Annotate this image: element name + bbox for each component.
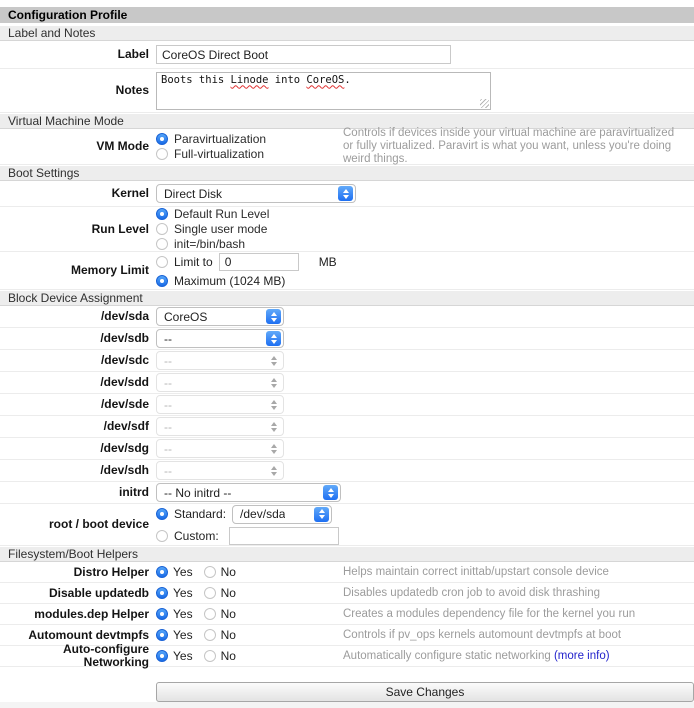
initrd-select[interactable]: -- No initrd -- <box>156 483 341 502</box>
device-sde-select: -- <box>156 395 284 414</box>
device-sdb-select[interactable]: -- <box>156 329 284 348</box>
kernel-row <box>0 181 694 207</box>
vm-mode-label: VM Mode <box>96 139 149 153</box>
custom-device-input[interactable] <box>229 527 339 545</box>
device-row-sdd <box>0 372 694 394</box>
radio-selected-icon[interactable] <box>156 650 168 662</box>
helper-help-text: Creates a modules dependency file for the kernel you run <box>343 607 636 620</box>
helper-help-text: Automatically configure static networking (more info) <box>343 649 610 662</box>
device-row-sdb <box>0 328 694 350</box>
device-label: /dev/sdb <box>100 331 149 345</box>
select-stepper-icon <box>266 419 281 434</box>
run-level-option-init-binbash[interactable]: init=/bin/bash <box>156 237 269 251</box>
run-level-option-default[interactable]: Default Run Level <box>156 207 269 221</box>
footer-strip <box>0 702 694 708</box>
more-info-link[interactable]: (more info) <box>553 649 610 662</box>
vm-mode-row <box>0 129 694 165</box>
run-level-option-single-user[interactable]: Single user mode <box>156 222 269 236</box>
radio-selected-icon[interactable] <box>156 133 168 145</box>
vm-mode-option-paravirtualization[interactable]: Paravirtualization <box>156 132 343 146</box>
device-sdd-select: -- <box>156 373 284 392</box>
helper-row-updatedb <box>0 583 694 604</box>
section-header-block-devices: Block Device Assignment <box>0 291 694 306</box>
kernel-label: Kernel <box>111 186 149 200</box>
standard-device-select[interactable]: /dev/sda <box>232 505 332 524</box>
device-sdg-select: -- <box>156 439 284 458</box>
select-stepper-icon[interactable] <box>266 331 281 346</box>
misspelled-word: Linode <box>230 73 269 86</box>
radio-unselected-icon[interactable] <box>204 608 216 620</box>
helper-label: Automount devtmpfs <box>28 627 149 642</box>
device-label: /dev/sdf <box>103 419 149 433</box>
select-stepper-icon <box>266 353 281 368</box>
device-row-sdc <box>0 350 694 372</box>
yes-label[interactable]: Yes <box>173 565 193 579</box>
radio-unselected-icon[interactable] <box>156 223 168 235</box>
radio-selected-icon[interactable] <box>156 608 168 620</box>
select-stepper-icon <box>266 441 281 456</box>
run-level-row <box>0 207 694 252</box>
device-label: /dev/sdc <box>100 353 149 367</box>
yes-label[interactable]: Yes <box>173 607 193 621</box>
label-row <box>0 41 694 69</box>
yes-label[interactable]: Yes <box>173 628 193 642</box>
save-changes-button[interactable]: Save Changes <box>156 682 694 702</box>
notes-field-label: Notes <box>115 83 149 97</box>
device-sdc-select: -- <box>156 351 284 370</box>
memory-limit-label: Memory Limit <box>70 263 149 277</box>
device-row-sda <box>0 306 694 328</box>
helper-row-modules-dep <box>0 604 694 625</box>
device-label: /dev/sdh <box>100 463 149 477</box>
memory-limit-option-maximum[interactable]: Maximum (1024 MB) <box>156 274 337 288</box>
radio-selected-icon[interactable] <box>156 508 168 520</box>
kernel-select[interactable]: Direct Disk <box>156 184 356 203</box>
helper-row-distro <box>0 562 694 583</box>
section-header-helpers: Filesystem/Boot Helpers <box>0 547 694 562</box>
device-sda-select[interactable]: CoreOS <box>156 307 284 326</box>
helper-help-text: Controls if pv_ops kernels automount devtmpfs at boot <box>343 628 622 641</box>
no-label[interactable]: No <box>220 565 236 579</box>
device-label: /dev/sda <box>100 309 149 323</box>
radio-unselected-icon[interactable] <box>204 587 216 599</box>
notes-text: Boots this Linode into CoreOS. <box>161 73 351 86</box>
initrd-label: initrd <box>119 485 149 499</box>
root-device-option-standard[interactable]: Standard: /dev/sda <box>156 505 339 524</box>
page-title: Configuration Profile <box>0 7 694 23</box>
device-row-sde <box>0 394 694 416</box>
label-field-label: Label <box>117 47 149 61</box>
root-boot-device-label: root / boot device <box>48 517 149 531</box>
radio-selected-icon[interactable] <box>156 629 168 641</box>
radio-unselected-icon[interactable] <box>204 650 216 662</box>
helper-help-text: Disables updatedb cron job to avoid disk thrashing <box>343 586 600 599</box>
radio-unselected-icon[interactable] <box>204 566 216 578</box>
vm-mode-option-full-virtualization[interactable]: Full-virtualization <box>156 147 343 161</box>
yes-label[interactable]: Yes <box>173 649 193 663</box>
no-label[interactable]: No <box>220 649 236 663</box>
helper-label: Disable updatedb <box>48 585 149 600</box>
device-row-sdg <box>0 438 694 460</box>
yes-label[interactable]: Yes <box>173 586 193 600</box>
helper-label: Auto-configure Networking <box>63 642 149 669</box>
device-row-sdh <box>0 460 694 482</box>
misspelled-word: CoreOS <box>306 73 345 86</box>
notes-textarea[interactable] <box>156 72 491 110</box>
device-sdf-select: -- <box>156 417 284 436</box>
radio-unselected-icon[interactable] <box>156 148 168 160</box>
device-label: /dev/sdd <box>100 375 149 389</box>
radio-selected-icon[interactable] <box>156 208 168 220</box>
root-device-option-custom[interactable]: Custom: <box>156 527 339 545</box>
root-boot-device-row <box>0 504 694 546</box>
memory-limit-option-limit[interactable]: Limit to 0 MB <box>156 253 337 271</box>
radio-unselected-icon[interactable] <box>156 530 168 542</box>
no-label[interactable]: No <box>220 607 236 621</box>
radio-selected-icon[interactable] <box>156 587 168 599</box>
header-gap <box>0 23 694 25</box>
device-label: /dev/sde <box>100 397 149 411</box>
select-stepper-icon[interactable] <box>314 507 329 522</box>
select-stepper-icon <box>266 463 281 478</box>
radio-selected-icon[interactable] <box>156 566 168 578</box>
helper-help-text: Helps maintain correct inittab/upstart console device <box>343 565 609 578</box>
helper-label: Distro Helper <box>73 564 149 579</box>
device-label: /dev/sdg <box>100 441 149 455</box>
vm-mode-help-text: Controls if devices inside your virtual machine are paravirtualized or fully virtualized. Paravirt is what you want, unless you're doing weird things. <box>343 127 675 165</box>
select-stepper-icon[interactable] <box>323 485 338 500</box>
memory-unit-label: MB <box>318 255 337 269</box>
notes-row <box>0 69 694 113</box>
no-label[interactable]: No <box>220 628 236 642</box>
no-label[interactable]: No <box>220 586 236 600</box>
memory-limit-row <box>0 252 694 290</box>
radio-unselected-icon[interactable] <box>204 629 216 641</box>
device-row-sdf <box>0 416 694 438</box>
helper-row-networking <box>0 642 694 669</box>
label-input[interactable] <box>156 45 451 64</box>
section-header-boot-settings: Boot Settings <box>0 166 694 181</box>
select-stepper-icon[interactable] <box>266 309 281 324</box>
radio-selected-icon[interactable] <box>156 275 168 287</box>
section-header-vm-mode: Virtual Machine Mode <box>0 114 694 129</box>
select-stepper-icon <box>266 375 281 390</box>
initrd-row <box>0 482 694 504</box>
select-stepper-icon[interactable] <box>338 186 353 201</box>
top-spacer <box>0 0 694 7</box>
section-header-label-and-notes: Label and Notes <box>0 26 694 41</box>
run-level-label: Run Level <box>91 221 149 236</box>
textarea-resize-handle-icon[interactable] <box>480 99 489 108</box>
helper-label: modules.dep Helper <box>34 606 149 621</box>
select-stepper-icon <box>266 397 281 412</box>
radio-unselected-icon[interactable] <box>156 256 168 268</box>
memory-limit-input[interactable] <box>219 253 299 271</box>
radio-unselected-icon[interactable] <box>156 238 168 250</box>
device-sdh-select: -- <box>156 461 284 480</box>
